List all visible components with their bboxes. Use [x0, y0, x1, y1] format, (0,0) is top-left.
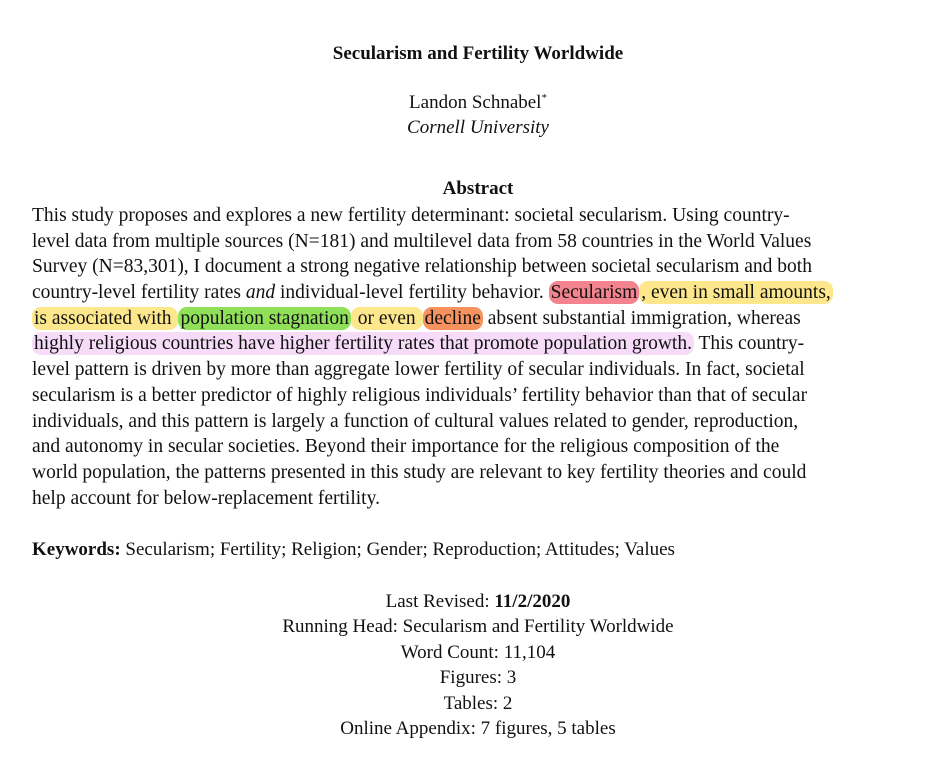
paper-metadata — [0, 589, 937, 741]
last-revised — [0, 589, 937, 614]
highlight-secularism[interactable]: Secularism — [550, 282, 638, 304]
abstract-text: individual-level fertility behavior. — [275, 282, 549, 304]
last-revised-date: 11/2/2020 — [494, 591, 571, 612]
abstract-line: Survey (N=83,301), I document a strong negative relationship between societal secularism and both — [32, 256, 812, 278]
online-appendix: Online Appendix: 7 figures, 5 tables — [340, 718, 616, 740]
author-name — [0, 92, 937, 114]
tables-count: Tables: 2 — [443, 692, 513, 714]
last-revised-label: Last Revised: — [385, 591, 495, 612]
highlight-religious-countries[interactable]: highly religious countries have higher fertility rates that promote population growth. — [34, 333, 692, 355]
running-head: Running Head: Secularism and Fertility Worldwide — [282, 616, 674, 638]
abstract-line: and autonomy in secular societies. Beyond their importance for the religious composition of the — [32, 436, 780, 458]
abstract-line — [32, 331, 917, 357]
abstract-heading: Abstract — [442, 178, 514, 199]
abstract-text: This country- — [693, 333, 805, 355]
highlight-associated-with[interactable]: is associated with — [34, 307, 177, 329]
abstract-line: level data from multiple sources (N=181) and multilevel data from 58 countries in the World Values — [32, 230, 812, 252]
highlight-or-even[interactable]: or even — [352, 307, 421, 329]
abstract-text: absent substantial immigration, whereas — [482, 307, 801, 329]
keywords-label: Keywords: — [32, 539, 121, 560]
emphasis-and: and — [245, 282, 276, 304]
word-count: Word Count: 11,104 — [400, 641, 556, 663]
abstract-body — [32, 203, 917, 511]
abstract-line: individuals, and this pattern is largely a function of cultural values related to gender, reproduction, — [32, 410, 799, 432]
paper-title: Secularism and Fertility Worldwide — [332, 43, 624, 64]
figures-count: Figures: 3 — [439, 667, 517, 689]
author-footnote-mark: * — [541, 92, 547, 104]
keywords — [32, 539, 917, 561]
abstract-line: secularism is a better predictor of highly religious individuals’ fertility behavior than that of secular — [32, 384, 808, 406]
highlight-decline[interactable]: decline — [424, 307, 481, 329]
abstract-line: level pattern is driven by more than aggregate lower fertility of secular individuals. In fact, societal — [32, 359, 805, 381]
highlight-small-amounts[interactable]: , even in small amounts, — [641, 282, 831, 304]
author-name-text: Landon Schnabel — [409, 92, 542, 113]
highlight-population-stagnation[interactable]: population stagnation — [180, 307, 349, 329]
keywords-list: Secularism; Fertility; Religion; Gender; Reproduction; Attitudes; Values — [120, 539, 675, 560]
abstract-text: country-level fertility rates — [32, 282, 246, 304]
abstract-line: This study proposes and explores a new fertility determinant: societal secularism. Using country- — [32, 205, 790, 226]
abstract-line: world population, the patterns presented in this study are relevant to key fertility theories and could — [32, 461, 807, 483]
abstract-line: help account for below-replacement fertility. — [32, 487, 380, 509]
author-affiliation: Cornell University — [407, 117, 549, 138]
abstract-line — [32, 306, 917, 332]
abstract-line — [32, 280, 917, 306]
